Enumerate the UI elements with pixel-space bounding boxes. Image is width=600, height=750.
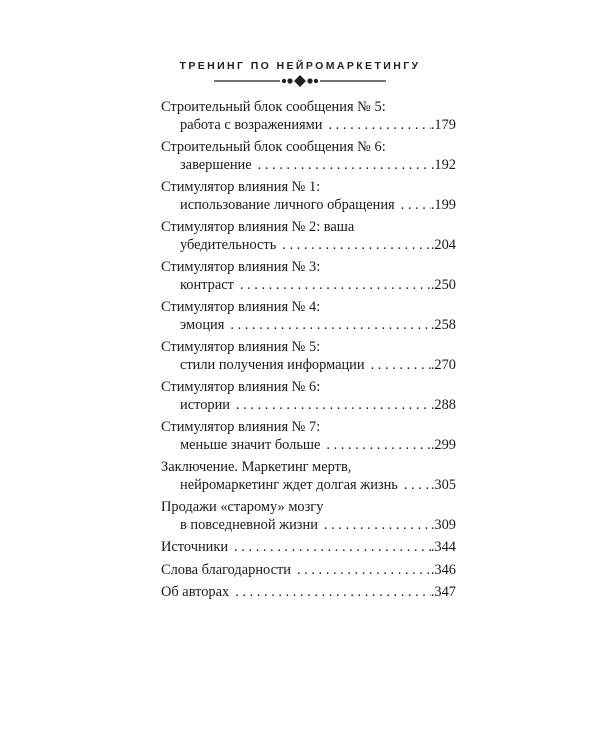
toc-entry xyxy=(161,339,456,374)
page-number: .258 xyxy=(430,316,456,333)
running-head xyxy=(0,56,600,74)
toc-entry-last-line xyxy=(161,397,456,415)
dot-leader xyxy=(276,237,431,255)
toc-entry-title-line: Строительный блок сообщения № 6: xyxy=(161,139,386,155)
toc-entry-title-line: Стимулятор влияния № 4: xyxy=(161,299,321,315)
toc-entry-title-line: Об авторах xyxy=(161,584,230,600)
toc-entry-title-line: Стимулятор влияния № 5: xyxy=(161,339,321,355)
dot-leader xyxy=(318,517,431,535)
toc-entry-title-line: в повседневной жизни xyxy=(180,516,318,533)
toc-entry-title-line: Стимулятор влияния № 2: ваша xyxy=(161,219,355,235)
toc-entry-last-line xyxy=(161,539,456,557)
toc-entry-title-line: Источники xyxy=(161,539,229,555)
table-of-contents xyxy=(161,99,456,607)
toc-entry-title-line: меньше значит больше xyxy=(180,436,321,453)
ornament-divider-icon xyxy=(214,74,386,88)
toc-entry-last-line xyxy=(161,317,456,335)
toc-entry xyxy=(161,539,456,557)
toc-entry-title-line: Слова благодарности xyxy=(161,561,291,578)
page-number: .250 xyxy=(430,276,456,293)
toc-entry-title-line: контраст xyxy=(180,276,234,293)
toc-entry xyxy=(161,562,456,580)
dot-leader xyxy=(291,562,431,580)
toc-entry-title-line: стили получения информации xyxy=(180,356,365,373)
toc-entry xyxy=(161,379,456,414)
toc-entry-last-line xyxy=(161,157,456,175)
toc-entry xyxy=(161,219,456,254)
page-number: .288 xyxy=(430,396,456,413)
page-number: .305 xyxy=(430,476,456,493)
toc-entry-title-line: завершение xyxy=(180,156,252,173)
dot-leader xyxy=(234,277,431,295)
dot-leader xyxy=(252,157,431,175)
toc-entry xyxy=(161,139,456,174)
dot-leader xyxy=(224,317,430,335)
toc-entry-title-line: Стимулятор влияния № 6: xyxy=(161,379,321,395)
toc-entry-title-line: Строительный блок сообщения № 5: xyxy=(161,99,386,115)
toc-entry-title-line: работа с возражениями xyxy=(180,116,323,133)
dot-leader xyxy=(322,117,430,135)
page-number: .344 xyxy=(430,539,456,555)
toc-entry-title-line: убедительность xyxy=(180,236,277,253)
toc-entry-last-line xyxy=(161,584,456,602)
toc-entry-title-line: истории xyxy=(180,396,230,413)
toc-entry-title-line: Стимулятор влияния № 3: xyxy=(161,259,321,275)
toc-entry xyxy=(161,99,456,134)
page-number: .346 xyxy=(430,561,456,578)
page-number: .270 xyxy=(430,356,456,373)
toc-entry-title-line: Заключение. Маркетинг мертв, xyxy=(161,459,352,475)
toc-entry xyxy=(161,584,456,602)
toc-entry-title-line: эмоция xyxy=(180,316,225,333)
toc-entry-last-line xyxy=(161,477,456,495)
toc-entry-last-line xyxy=(161,237,456,255)
page-number: .347 xyxy=(430,584,456,600)
dot-leader xyxy=(365,357,431,375)
dot-leader xyxy=(228,539,431,557)
toc-entry-last-line xyxy=(161,357,456,375)
toc-entry-title-line: нейромаркетинг ждет долгая жизнь xyxy=(180,476,398,493)
toc-entry-title-line: Стимулятор влияния № 1: xyxy=(161,179,321,195)
toc-entry-title-line: Продажи «старому» мозгу xyxy=(161,499,324,515)
toc-entry-last-line xyxy=(161,117,456,135)
page-number: .309 xyxy=(430,516,456,533)
toc-entry xyxy=(161,419,456,454)
toc-entry-last-line xyxy=(161,437,456,455)
page-number: .179 xyxy=(430,116,456,133)
toc-entry-last-line xyxy=(161,277,456,295)
dot-leader xyxy=(398,477,431,495)
dot-leader xyxy=(395,197,431,215)
toc-entry-last-line xyxy=(161,562,456,580)
toc-entry-title-line: Стимулятор влияния № 7: xyxy=(161,419,321,435)
toc-entry-last-line xyxy=(161,517,456,535)
page-number: .192 xyxy=(430,156,456,173)
dot-leader xyxy=(229,584,431,602)
toc-entry xyxy=(161,459,456,494)
dot-leader xyxy=(320,437,430,455)
toc-entry xyxy=(161,499,456,534)
toc-entry xyxy=(161,259,456,294)
dot-leader xyxy=(230,397,431,415)
page-number: .204 xyxy=(430,236,456,253)
toc-entry-last-line xyxy=(161,197,456,215)
toc-entry-title-line: использование личного обращения xyxy=(180,196,395,213)
page-number: .299 xyxy=(430,436,456,453)
toc-entry xyxy=(161,299,456,334)
running-head-title: ТРЕНИНГ ПО НЕЙРОМАРКЕТИНГУ xyxy=(179,60,421,72)
page-number: .199 xyxy=(430,196,456,213)
toc-entry xyxy=(161,179,456,214)
